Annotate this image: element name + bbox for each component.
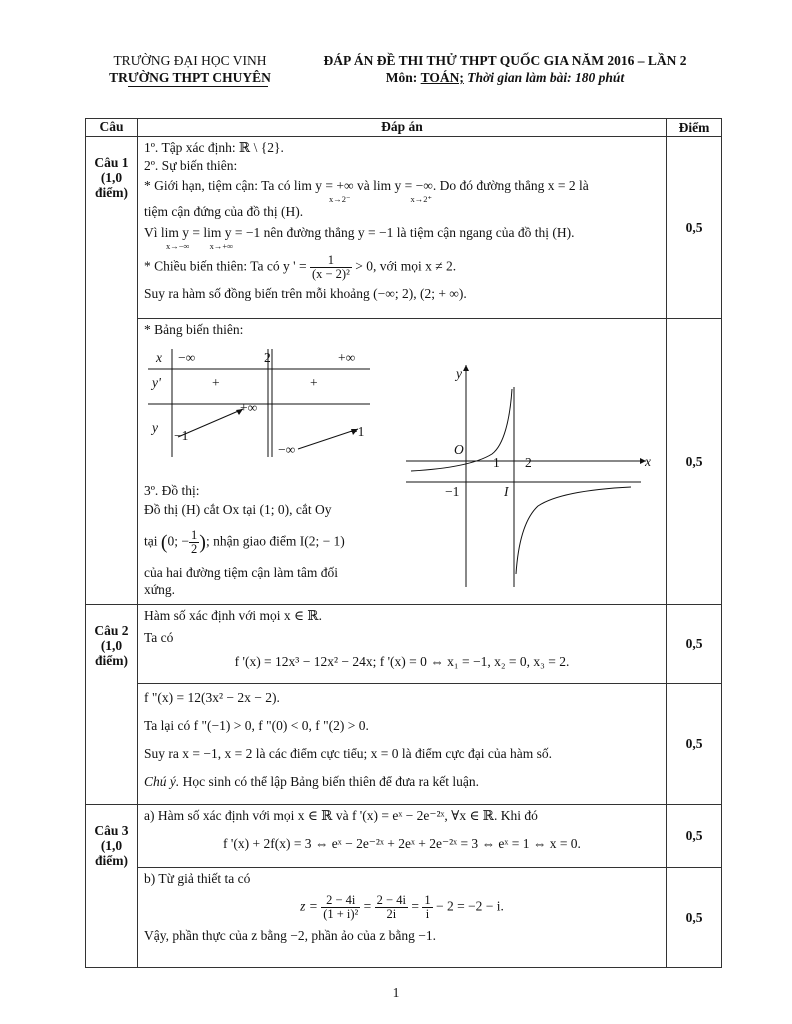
q2-note: Chú ý. Học sinh có thể lập Bảng biến thiên để đưa ra kết luận. [144, 774, 479, 789]
q2-second-derivative: f "(x) = 12(3x² − 2x − 2). [144, 690, 280, 705]
q1-limits: * Giới hạn, tiệm cận: Ta có lim y = +∞ và lim y = −∞. Do đó đường thẳng x = 2 là [144, 178, 589, 193]
q1-limit-subscripts: x→2⁻ x→2⁺ [329, 194, 432, 204]
exam-duration: Thời gian làm bài: 180 phút [467, 70, 625, 85]
graph-tick-minus-1: −1 [445, 484, 460, 499]
q3a-solution: f '(x) + 2f(x) = 3 ⇔ eˣ − 2e⁻²ˣ + 2eˣ + 2e⁻²ˣ = 3 ⇔ eˣ = 1 ⇔ x = 0. [223, 836, 581, 851]
bbt-y-left-end: +∞ [240, 400, 258, 415]
bbt-yprime-label: y' [152, 375, 161, 390]
q1-graph-title: 3º. Đồ thị: [144, 483, 200, 498]
school-underline [128, 86, 268, 87]
q2-extrema: Suy ra x = −1, x = 2 là các điểm cực tiểu; x = 0 là điểm cực đại của hàm số. [144, 746, 552, 761]
header-question: Câu [86, 119, 138, 137]
q2-score-1: 0,5 [667, 605, 722, 684]
q3-answer-part2 [138, 868, 667, 968]
exam-title: ĐÁP ÁN ĐỀ THI THỬ THPT QUỐC GIA NĂM 2016 – LẦN 2 [323, 53, 687, 68]
q3b-conclusion: Vậy, phần thực của z bằng −2, phần ảo của z bằng −1. [144, 928, 436, 943]
q1-table-title: * Bảng biến thiên: [144, 322, 244, 337]
school-line-1: TRƯỜNG ĐẠI HỌC VINH [113, 53, 267, 68]
bbt-x-two: 2 [264, 350, 271, 365]
bbt-x-minus-inf: −∞ [178, 350, 196, 365]
school-name [90, 52, 290, 86]
bbt-sign-left: + [212, 375, 220, 390]
exam-subject-line [300, 69, 710, 86]
subject-label: Môn: [385, 70, 418, 85]
q1-vertical-asymptote: tiệm cận đứng của đồ thị (H). [144, 204, 304, 219]
question-1-label: Câu 1 (1,0 điểm) [86, 137, 138, 605]
page-number: 1 [392, 985, 400, 1000]
q2-answer-part2 [138, 684, 667, 805]
q1-answer-part2 [138, 319, 667, 605]
q3b-computation: z = $\frac{2 - 4i}{\text{(1 + i)²}}$ = $\frac{2 - 4i}{2i}$ = $\frac{1}{i}$ − 2 = −2 − i. [300, 893, 504, 921]
graph-y-axis-label: y [456, 366, 462, 381]
graph-right-branch [516, 487, 631, 574]
q2-derivative: f '(x) = 12x³ − 12x² − 24x; f '(x) = 0 ⇔ x₁ = −1, x₂ = 0, x₃ = 2. [234, 654, 570, 669]
q1-graph-desc-1: Đồ thị (H) cắt Ox tại (1; 0), cắt Oy [144, 502, 332, 517]
q1-graph-desc-2: tại (0; − $\frac{1}{2}$ ); nhận giao điểm I(2; − 1) [144, 528, 345, 556]
q3-answer-part1 [138, 805, 667, 868]
q2-score-2: 0,5 [667, 684, 722, 805]
bbt-y-right-end: −1 [350, 424, 365, 439]
q1-variation-title: 2º. Sự biến thiên: [144, 158, 238, 173]
q3-score-1: 0,5 [667, 805, 722, 868]
question-3-label: Câu 3 (1,0 điểm) [86, 805, 138, 968]
graph-x-axis-label: x [645, 454, 651, 469]
q1-monotonic: Suy ra hàm số đồng biến trên mỗi khoảng (−∞; 2), (2; + ∞). [144, 286, 467, 301]
answer-table [85, 118, 722, 968]
q1-graph-desc-4: xứng. [144, 582, 175, 597]
question-2-label: Câu 2 (1,0 điểm) [86, 605, 138, 805]
q2-second-derivative-values: Ta lại có f "(−1) > 0, f "(0) < 0, f "(2) > 0. [144, 718, 369, 733]
bbt-sign-right: + [310, 375, 318, 390]
q1-domain: 1º. Tập xác định: ℝ \ {2}. [144, 140, 284, 155]
function-graph [406, 359, 656, 589]
q2-domain: Hàm số xác định với mọi x ∈ ℝ. [144, 608, 322, 623]
graph-tick-2: 2 [525, 455, 532, 470]
q1-graph-desc-3: của hai đường tiệm cận làm tâm đối [144, 565, 339, 580]
bbt-y-left-start: −1 [174, 428, 189, 443]
q3a-domain: a) Hàm số xác định với mọi x ∈ ℝ và f '(x) = eˣ − 2e⁻²ˣ, ∀x ∈ ℝ. Khi đó [144, 808, 538, 823]
q1-limit-subscripts-2: x→−∞ x→+∞ [166, 241, 234, 251]
exam-heading [300, 52, 710, 86]
bbt-y-label: y [152, 420, 158, 435]
q3-score-2: 0,5 [667, 868, 722, 968]
bbt-x-label: x [156, 350, 162, 365]
q1-score-1: 0,5 [667, 137, 722, 319]
subject-name: TOÁN; [420, 70, 464, 85]
q1-horizontal-asymptote: Vì lim y = lim y = −1 nên đường thẳng y = −1 là tiệm cận ngang của đồ thị (H). [144, 225, 575, 240]
graph-tick-1: 1 [493, 455, 500, 470]
q1-answer-part1 [138, 137, 667, 319]
q1-score-2: 0,5 [667, 319, 722, 605]
q2-answer-part1 [138, 605, 667, 684]
header-answer: Đáp án [138, 119, 667, 137]
school-line-2: TRƯỜNG THPT CHUYÊN [109, 70, 271, 85]
header-score: Điểm [667, 119, 722, 137]
graph-point-I: I [504, 484, 509, 499]
bbt-y-right-start: −∞ [278, 442, 296, 457]
graph-origin-label: O [454, 442, 464, 457]
q2-we-have: Ta có [144, 630, 174, 645]
q3b-intro: b) Từ giả thiết ta có [144, 871, 251, 886]
q1-derivative: * Chiều biến thiên: Ta có y ' = $\frac{1}{\text{(x − 2)²}}$ > 0, với mọi x ≠ 2. [144, 253, 457, 281]
bbt-x-plus-inf: +∞ [338, 350, 356, 365]
